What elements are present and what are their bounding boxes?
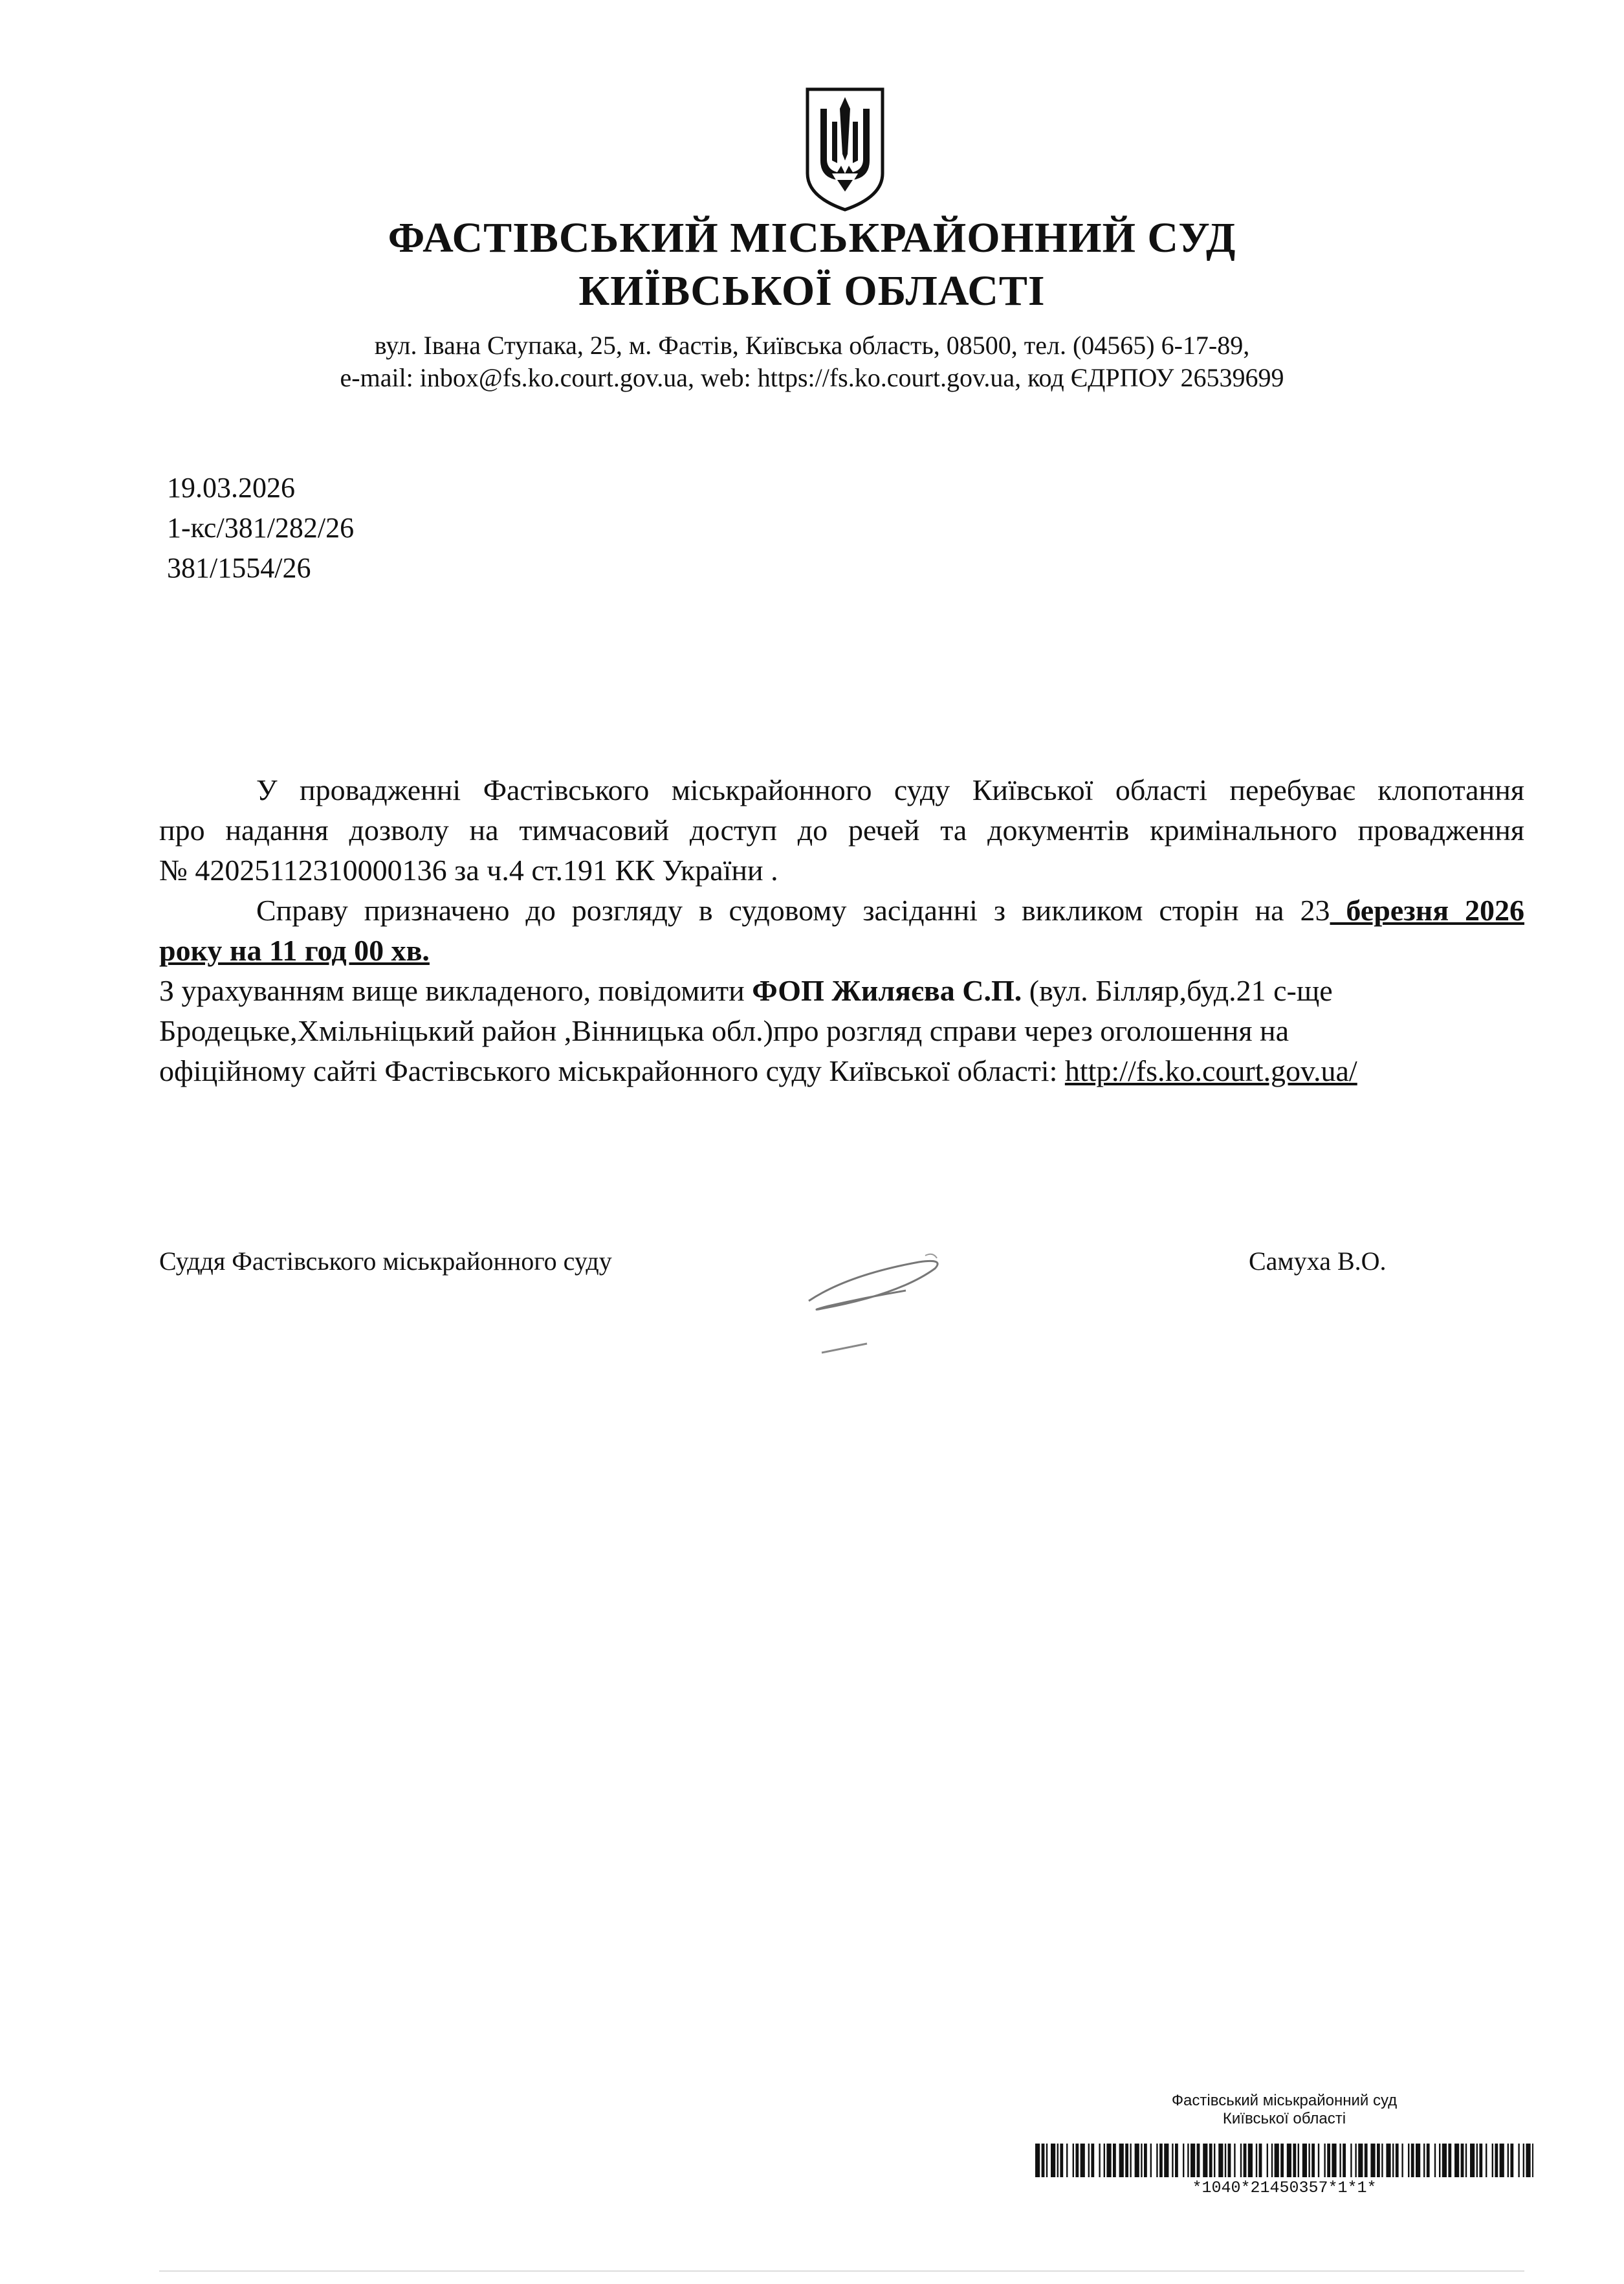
stamp-court-name: Фастівський міськрайонний суд bbox=[1171, 2092, 1398, 2109]
court-website-link[interactable]: http://fs.ko.court.gov.ua/ bbox=[1064, 1054, 1357, 1087]
barcode bbox=[1035, 2144, 1533, 2177]
hearing-time: року на 11 год 00 хв. bbox=[159, 934, 430, 967]
hearing-notice: Справу призначено до розгляду в судовому засіданні з викликом сторін на 23 bbox=[256, 894, 1330, 927]
paragraph-2-line-2 bbox=[159, 931, 1524, 971]
barcode-number: *1040*21450357*1*1* bbox=[1192, 2179, 1377, 2197]
paragraph-2-line-1 bbox=[159, 891, 1524, 931]
paragraph-1-line-1: У провадженні Фастівського міськрайонного суду Київської області перебуває клопотання bbox=[256, 773, 1524, 806]
judge-name: Самуха В.О. bbox=[1249, 1247, 1387, 1276]
recipient-address: (вул. Білляр,буд.21 с-ще bbox=[1022, 974, 1333, 1007]
court-name-line1: ФАСТІВСЬКИЙ МІСЬКРАЙОННИЙ СУД bbox=[388, 214, 1236, 261]
handwritten-signature bbox=[796, 1230, 990, 1385]
tryzub-icon bbox=[804, 83, 886, 212]
proceeding-number: 381/1554/26 bbox=[167, 552, 311, 584]
judge-title: Суддя Фастівського міськрайонного суду bbox=[159, 1247, 612, 1276]
stamp-region: Київської області bbox=[1222, 2110, 1346, 2127]
notify-prefix: З урахуванням вище викладеного, повідомити bbox=[159, 974, 752, 1007]
document-date: 19.03.2026 bbox=[167, 472, 295, 504]
paragraph-3-line-1 bbox=[159, 971, 1524, 1011]
paragraph-3-line-3 bbox=[159, 1051, 1524, 1091]
recipient-name: ФОП Жиляєва С.П. bbox=[752, 974, 1022, 1007]
court-contacts: e-mail: inbox@fs.ko.court.gov.ua, web: https://fs.ko.court.gov.ua, код ЄДРПОУ 26539699 bbox=[340, 363, 1284, 392]
registration-stamp bbox=[1032, 2092, 1537, 2128]
case-number: 1-кс/381/282/26 bbox=[167, 512, 355, 544]
letter-body bbox=[159, 770, 1524, 1091]
paragraph-1-line-3: № 42025112310000136 за ч.4 ст.191 КК України . bbox=[159, 854, 778, 887]
website-notice: офіційному сайті Фастівського міськрайонного суду Київської області: bbox=[159, 1054, 1065, 1087]
hearing-date: березня 2026 bbox=[1330, 894, 1524, 927]
court-name-line2: КИЇВСЬКОЇ ОБЛАСТІ bbox=[578, 267, 1046, 315]
paragraph-3-line-2: Бродецьке,Хмільніцький район ,Вінницька обл.)про розгляд справи через оголошення на bbox=[159, 1014, 1289, 1047]
page-bottom-rule bbox=[159, 2270, 1524, 2272]
court-address: вул. Івана Ступака, 25, м. Фастів, Київська область, 08500, тел. (04565) 6-17-89, bbox=[374, 331, 1250, 360]
paragraph-1-line-2: про надання дозволу на тимчасовий доступ до речей та документів кримінального провадження bbox=[159, 814, 1524, 847]
